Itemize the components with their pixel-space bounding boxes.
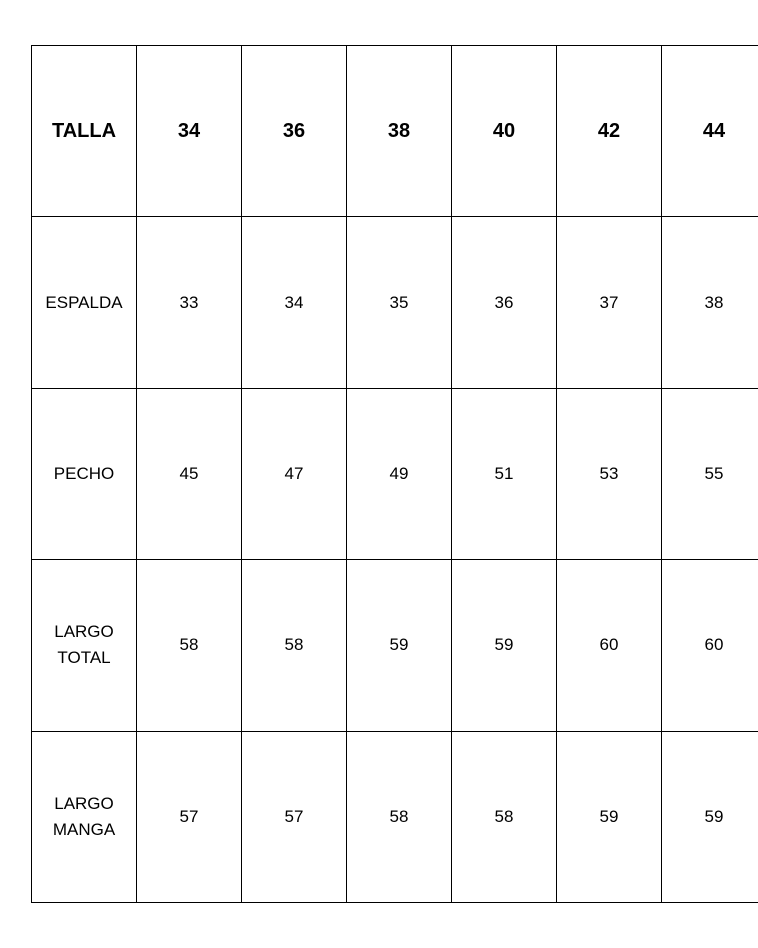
measurement-cell: 57 bbox=[137, 731, 242, 902]
measurement-cell: 33 bbox=[137, 217, 242, 388]
measurement-cell: 59 bbox=[557, 731, 662, 902]
row-label-cell bbox=[32, 731, 137, 902]
measurement-cell: 60 bbox=[662, 560, 758, 731]
table-row-espalda bbox=[32, 217, 758, 388]
measurement-cell: 60 bbox=[557, 560, 662, 731]
measurement-cell: 58 bbox=[452, 731, 557, 902]
row-label-line: PECHO bbox=[53, 463, 115, 483]
size-header-cell: 42 bbox=[557, 46, 662, 217]
measurement-cell: 37 bbox=[557, 217, 662, 388]
measurement-cell: 59 bbox=[662, 731, 758, 902]
size-header-cell: 34 bbox=[137, 46, 242, 217]
measurement-cell: 58 bbox=[137, 560, 242, 731]
measurement-cell: 45 bbox=[137, 388, 242, 559]
row-label-line: LARGO bbox=[54, 793, 114, 813]
header-label-cell: TALLA bbox=[32, 46, 137, 217]
table-row-largo-manga bbox=[32, 731, 758, 902]
measurement-cell: 59 bbox=[347, 560, 452, 731]
measurement-cell: 59 bbox=[452, 560, 557, 731]
row-label-cell bbox=[32, 560, 137, 731]
measurement-cell: 58 bbox=[242, 560, 347, 731]
size-header-cell: 44 bbox=[662, 46, 758, 217]
measurement-cell: 55 bbox=[662, 388, 758, 559]
size-header-cell: 38 bbox=[347, 46, 452, 217]
measurement-cell: 53 bbox=[557, 388, 662, 559]
row-label-line: TOTAL bbox=[57, 648, 111, 668]
measurement-cell: 36 bbox=[452, 217, 557, 388]
measurement-cell: 49 bbox=[347, 388, 452, 559]
table-row-largo-total bbox=[32, 560, 758, 731]
row-label-line: MANGA bbox=[52, 819, 116, 839]
measurement-cell: 51 bbox=[452, 388, 557, 559]
row-label-cell bbox=[32, 217, 137, 388]
row-label-line: LARGO bbox=[54, 622, 114, 642]
row-label-line: ESPALDA bbox=[45, 292, 123, 312]
measurement-cell: 38 bbox=[662, 217, 758, 388]
measurement-cell: 58 bbox=[347, 731, 452, 902]
measurement-cell: 34 bbox=[242, 217, 347, 388]
size-chart-table bbox=[31, 45, 758, 903]
size-header-cell: 36 bbox=[242, 46, 347, 217]
table-row-pecho bbox=[32, 388, 758, 559]
measurement-cell: 35 bbox=[347, 217, 452, 388]
size-header-cell: 40 bbox=[452, 46, 557, 217]
table-header-row bbox=[32, 46, 758, 217]
measurement-cell: 57 bbox=[242, 731, 347, 902]
measurement-cell: 47 bbox=[242, 388, 347, 559]
row-label-cell bbox=[32, 388, 137, 559]
